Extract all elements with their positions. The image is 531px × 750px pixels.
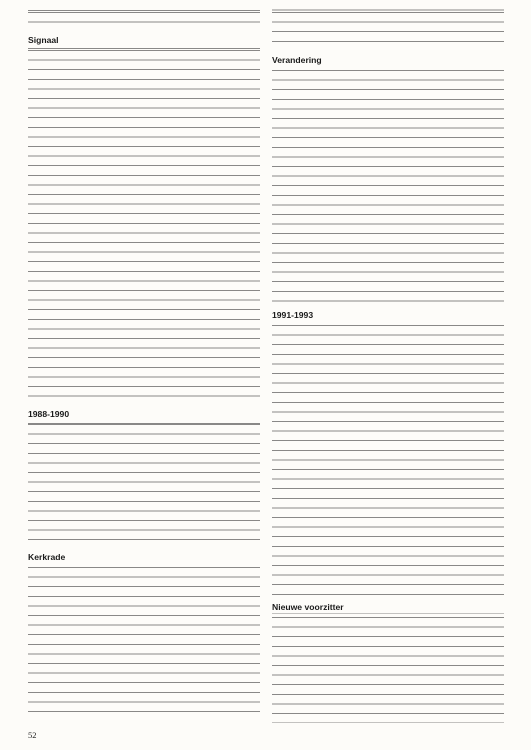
paragraph (28, 420, 260, 546)
paragraph (272, 321, 504, 596)
section-signaal (28, 35, 260, 403)
paragraph (28, 46, 260, 403)
section-heading: Kerkrade (28, 552, 66, 562)
section-intro (28, 8, 260, 29)
section-heading: Signaal (28, 35, 59, 45)
paragraph (272, 66, 504, 304)
section-intro (272, 8, 504, 49)
section-1988-1990 (28, 409, 260, 546)
paragraph (28, 8, 260, 29)
section-verandering (272, 55, 504, 304)
paragraph (272, 8, 504, 49)
section-heading: Verandering (272, 55, 322, 65)
page-number: 52 (28, 730, 37, 740)
right-column (272, 8, 504, 729)
section-heading: 1988-1990 (28, 409, 70, 419)
paragraph (28, 563, 260, 713)
section-nieuwe-voorzitter (272, 602, 504, 723)
left-column (28, 8, 260, 719)
section-heading: Nieuwe voorzitter (272, 602, 344, 612)
section-1991-1993 (272, 310, 504, 596)
section-heading: 1991-1993 (272, 310, 314, 320)
paragraph (272, 613, 504, 723)
section-kerkrade (28, 552, 260, 713)
